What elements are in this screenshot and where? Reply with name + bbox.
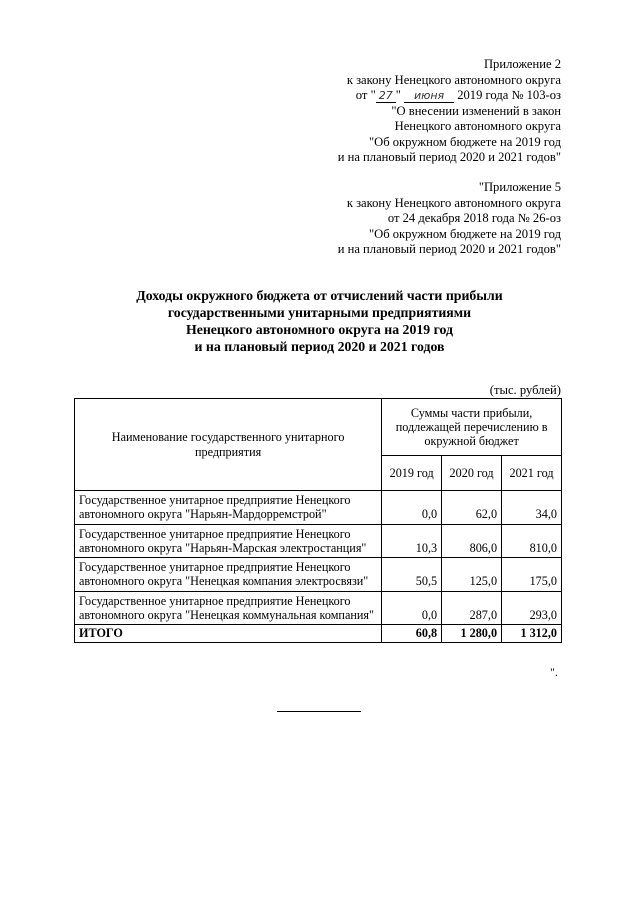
title-line-1: Доходы окружного бюджета от отчислений части прибыли	[136, 288, 503, 303]
document-title	[0, 287, 639, 355]
value-2021: 810,0	[502, 524, 562, 558]
value-2021: 293,0	[502, 591, 562, 625]
enterprise-name: Государственное унитарное предприятие Ненецкого автономного округа "Ненецкая коммунальная компания"	[75, 591, 382, 625]
enterprise-name: Государственное унитарное предприятие Ненецкого автономного округа "Нарьян-Марская электростанция"	[75, 524, 382, 558]
appendix-5-title: "Приложение 5	[478, 180, 561, 194]
appendix-5-subject-1: "Об окружном бюджете на 2019 год	[368, 226, 561, 241]
appendix-2-title: Приложение 2	[483, 57, 561, 71]
handwritten-month: июня	[404, 89, 454, 103]
value-2019: 0,0	[382, 591, 442, 625]
value-2020: 62,0	[442, 491, 502, 525]
revenue-table	[74, 398, 562, 643]
value-2020: 125,0	[442, 558, 502, 592]
value-2021: 34,0	[502, 491, 562, 525]
total-2021: 1 312,0	[502, 625, 562, 642]
title-line-2: государственными унитарными предприятиями	[167, 305, 472, 320]
appendix-2-subject-1: "О внесении изменений в закон	[391, 103, 561, 118]
value-2019: 0,0	[382, 491, 442, 525]
appendix-2-subject-3: "Об окружном бюджете на 2019 год	[368, 134, 561, 149]
value-2019: 50,5	[382, 558, 442, 592]
value-2020: 287,0	[442, 591, 502, 625]
appendix-5-block	[338, 180, 561, 258]
value-2019: 10,3	[382, 524, 442, 558]
date-prefix: от "	[355, 88, 376, 102]
year-and-number: 2019 года № 103-оз	[457, 88, 561, 102]
total-2019: 60,8	[382, 625, 442, 642]
table-row	[75, 524, 562, 558]
appendix-2-block	[338, 57, 561, 166]
appendix-2-subject-4: и на плановый период 2020 и 2021 годов"	[337, 150, 561, 164]
value-2020: 806,0	[442, 524, 502, 558]
appendix-2-date-line	[338, 88, 561, 104]
appendix-5-law: к закону Ненецкого автономного округа	[346, 195, 561, 210]
value-2021: 175,0	[502, 558, 562, 592]
handwritten-day: 27	[376, 89, 396, 103]
title-line-3: Ненецкого автономного округа на 2019 год	[185, 322, 453, 337]
year-header-2021: 2021 год	[502, 456, 562, 491]
appendix-2-law: к закону Ненецкого автономного округа	[346, 72, 561, 87]
end-divider	[277, 711, 361, 712]
enterprise-name-header: Наименование государственного унитарного предприятия	[75, 399, 382, 491]
total-row	[75, 625, 562, 642]
appendix-5-subject-2: и на плановый период 2020 и 2021 годов"	[337, 242, 561, 256]
appendix-2-subject-2: Ненецкого автономного округа	[394, 119, 561, 133]
year-header-2020: 2020 год	[442, 456, 502, 491]
date-quote: "	[395, 88, 401, 102]
total-label: ИТОГО	[75, 625, 382, 642]
table-row	[75, 558, 562, 592]
total-2020: 1 280,0	[442, 625, 502, 642]
table-row	[75, 591, 562, 625]
units-note: (тыс. рублей)	[489, 383, 561, 397]
enterprise-name: Государственное унитарное предприятие Ненецкого автономного округа "Нарьян-Мардорремстрой"	[75, 491, 382, 525]
profit-sum-header: Суммы части прибыли, подлежащей перечислению в окружной бюджет	[382, 399, 562, 456]
appendix-5-date: от 24 декабря 2018 года № 26-оз	[387, 211, 561, 225]
enterprise-name: Государственное унитарное предприятие Ненецкого автономного округа "Ненецкая компания электросвязи"	[75, 558, 382, 592]
title-line-4: и на плановый период 2020 и 2021 годов	[194, 339, 445, 354]
year-header-2019: 2019 год	[382, 456, 442, 491]
closing-quote-mark: ".	[550, 665, 558, 679]
table-row	[75, 491, 562, 525]
